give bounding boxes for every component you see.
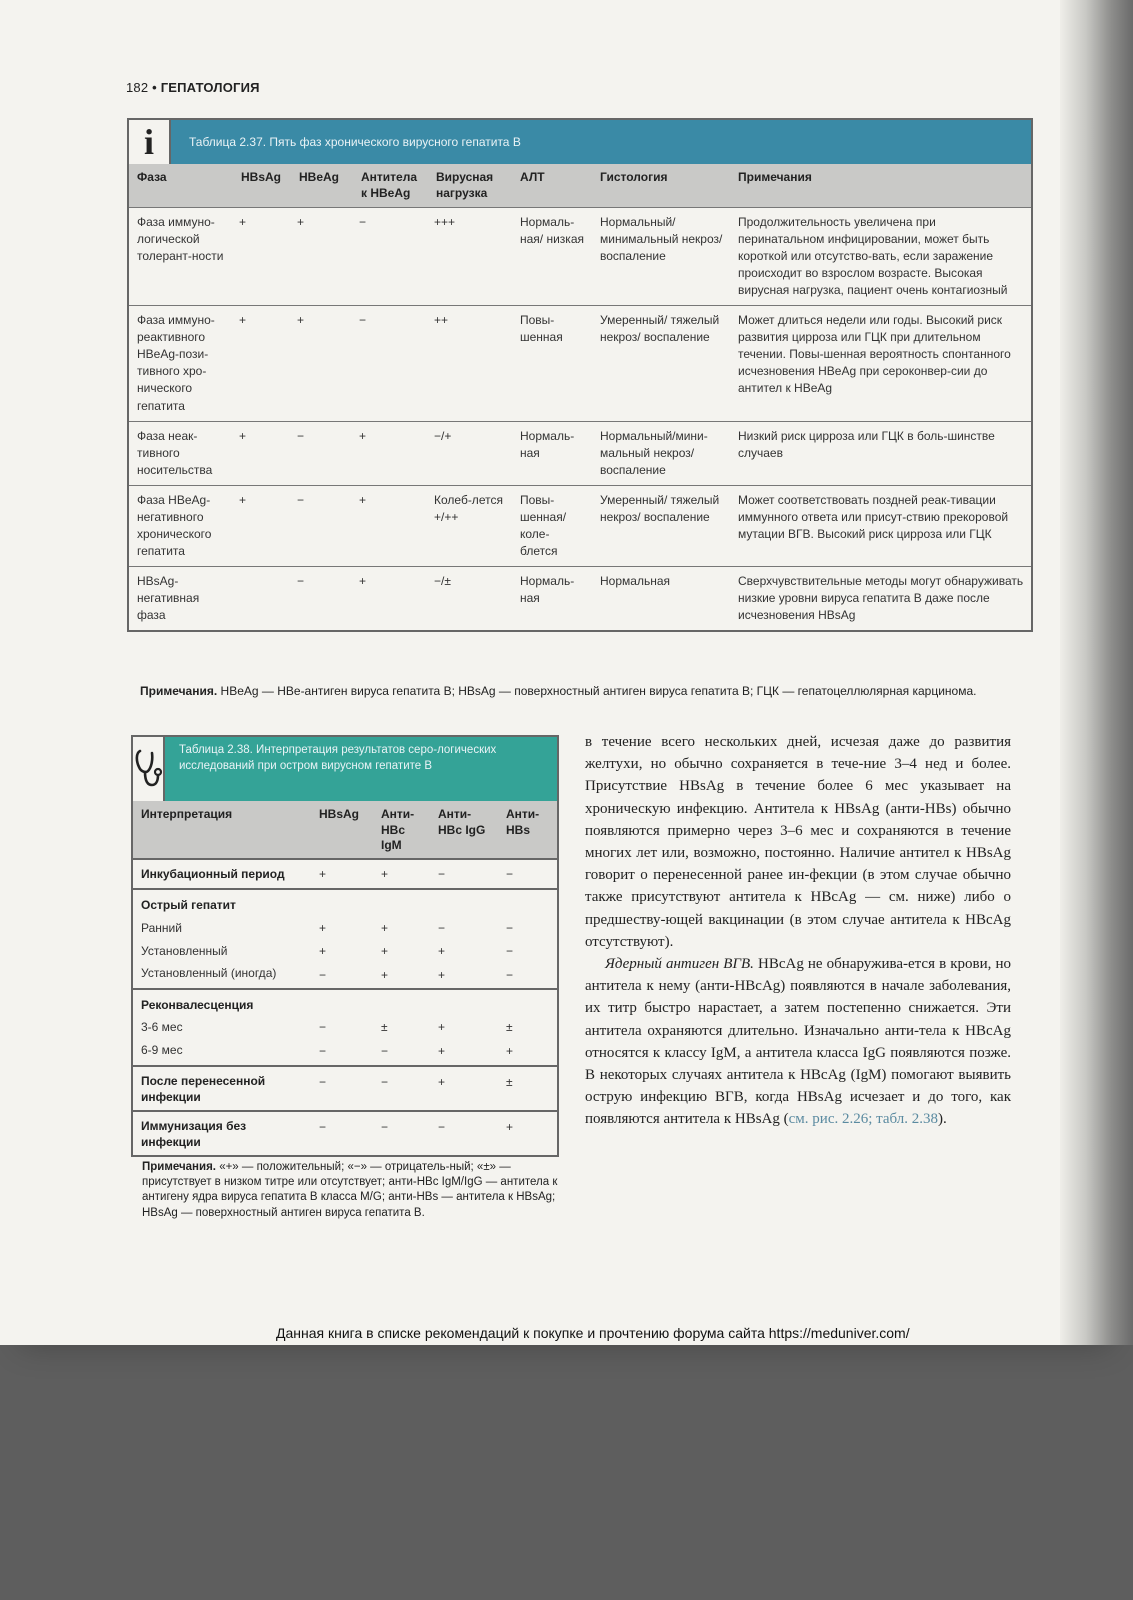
paragraph-text: HBcAg не обнаружива-ется в крови, но антитела к нему (анти-HBcAg) появляются в начале заболевания, их титр быстро нарастает, а затем постепенно снижается. Эти антитела охраняются длительно. Изначально анти-тела к HBcAg относятся к классу IgM, а антитела класса IgG появляются позже. В некоторых случаях антитела к HBcAg (IgM) помогают выявить острую инфекцию ВГВ, когда HBsAg исчезает и до того, как появляются антитела к HBsAg (	[585, 956, 1011, 1128]
cell: +	[319, 920, 327, 935]
cell: +	[291, 208, 353, 306]
cell: +	[438, 943, 446, 958]
col-header: Анти-HBc IgM	[373, 801, 430, 859]
cell: −/±	[428, 566, 512, 630]
col-header: Вирусная нагрузка	[428, 164, 512, 208]
cell: +	[233, 485, 291, 566]
cell: +	[381, 967, 389, 982]
cell: +	[373, 859, 430, 890]
note-label: Примечания.	[142, 1161, 216, 1173]
table-row	[129, 208, 1031, 306]
footer-notice: Данная книга в списке рекомендаций к покупке и прочтению форума сайта https://meduniver.com/	[276, 1325, 910, 1341]
cell: +	[438, 1044, 446, 1059]
note-label: Примечания.	[140, 684, 218, 698]
cell: −	[506, 943, 514, 958]
table-2-38-title: Таблица 2.38. Интерпретация результатов серо-логических исследований при остром вирусном гепатите В	[179, 744, 497, 772]
cell: −	[506, 967, 514, 982]
info-icon: i	[129, 120, 171, 164]
cell: Нормальная	[592, 566, 730, 630]
cell: Низкий риск цирроза или ГЦК в боль-шинстве случаев	[730, 421, 1031, 485]
cell: −	[430, 1111, 498, 1155]
cell: +	[353, 566, 428, 630]
col-header: Интерпретация	[133, 801, 311, 859]
table-row	[129, 485, 1031, 566]
cell: −	[353, 306, 428, 421]
cell: −	[381, 1044, 389, 1059]
cell: Нормальный/мини-мальный некроз/ воспаление	[592, 421, 730, 485]
cell: Сверхчувствительные методы могут обнаруживать низкие уровни вируса гепатита В даже после исчезновения HBsAg	[730, 566, 1031, 630]
table-row	[133, 940, 557, 963]
table-row	[133, 1016, 557, 1039]
cell: Нормальный/ минимальный некроз/ воспаление	[592, 208, 730, 306]
cell: ±	[506, 1020, 513, 1035]
cell: −	[311, 1066, 373, 1111]
table-row	[133, 859, 557, 890]
running-head	[126, 80, 260, 95]
col-header: Фаза	[129, 164, 233, 208]
col-header: Примечания	[730, 164, 1031, 208]
table-row	[133, 1066, 557, 1111]
col-header: Антитела к HBeAg	[353, 164, 428, 208]
cell: −	[311, 1111, 373, 1155]
note-text: HBeAg — HBe-антиген вируса гепатита В; HBsAg — поверхностный антиген вируса гепатита В; ГЦК — гепатоцеллюлярная карцинома.	[220, 684, 977, 698]
table-2-37-note	[140, 684, 1020, 700]
cell: +	[381, 943, 389, 958]
cell: −	[291, 421, 353, 485]
cell: +++	[428, 208, 512, 306]
page-edge-shadow	[1060, 0, 1133, 1345]
table-2-38-grid	[133, 801, 557, 1155]
section-title: ГЕПАТОЛОГИЯ	[160, 80, 260, 95]
cell: HBsAg-негативная фаза	[129, 566, 233, 630]
paragraph: в течение всего нескольких дней, исчезая даже до развития желтухи, но обычно сохраняется в тече-ние 3–4 нед и более. Присутствие HBsAg в течение более 6 мес указывает на хроническую инфекцию. Антитела к HBsAg (анти-HBs) обычно появляются примерно через 3–6 мес и сохраняются в течение многих лет или, возможно, постоянно. Наличие антител к HBsAg говорит о перенесенной ранее ин-фекции (в этом случае обычно также присутствуют антитела к HBcAg — см. ниже) либо о предшеству-ющей вакцинации (в этом случае антитела к HBcAg отсутствуют).	[585, 734, 1011, 950]
cell: Фаза HBeAg-негативного хронического гепатита	[129, 485, 233, 566]
table-2-38	[131, 735, 559, 1157]
cell: Может длиться недели или годы. Высокий риск развития цирроза или ГЦК при длительном течении. Повы-шенная вероятность спонтанного исчезновения HBeAg при сероконвер-сии до антител к HBeAg	[730, 306, 1031, 421]
cell: −	[291, 566, 353, 630]
cell: −	[430, 859, 498, 890]
cell: −	[506, 920, 514, 935]
cell: Ранний	[141, 920, 182, 935]
cell: 6-9 мес	[141, 1042, 183, 1057]
cell: −	[438, 920, 446, 935]
col-header: Гистология	[592, 164, 730, 208]
cell: Колеб-лется +/++	[428, 485, 512, 566]
cell: Нормаль-ная	[512, 421, 592, 485]
table-row	[129, 421, 1031, 485]
paragraph	[585, 953, 1011, 1131]
head-separator: •	[152, 80, 157, 95]
cell: +	[353, 485, 428, 566]
cross-reference-link[interactable]: см. рис. 2.26; табл. 2.38	[788, 1111, 939, 1128]
group-title: Реконвалесценция	[133, 989, 557, 1017]
table-2-38-note	[142, 1160, 562, 1221]
col-header: Анти-HBs	[498, 801, 557, 859]
cell: Продолжительность увеличена при перинатальном инфицировании, может быть короткой или отсутство-вать, если заражение происходит во взрослом возрасте. Высокая вирусная нагрузка, пациент очень контагиозный	[730, 208, 1031, 306]
cell: +	[381, 920, 389, 935]
cell: Фаза неак-тивного носительства	[129, 421, 233, 485]
cell: Нормаль-ная/ низкая	[512, 208, 592, 306]
cell: −	[373, 1111, 430, 1155]
cell: +	[498, 1111, 557, 1155]
cell: +	[233, 421, 291, 485]
table-row	[129, 566, 1031, 630]
table-2-38-header	[133, 737, 557, 801]
cell: +	[438, 967, 446, 982]
cell: −	[319, 967, 327, 982]
cell: +	[353, 421, 428, 485]
table-row	[133, 962, 557, 989]
cell: ++	[428, 306, 512, 421]
cell: +	[311, 859, 373, 890]
cell: Инкубационный период	[133, 859, 311, 890]
col-header: АЛТ	[512, 164, 592, 208]
cell	[233, 566, 291, 630]
cell: +	[430, 1066, 498, 1111]
cell: +	[438, 1020, 446, 1035]
cell: После перенесенной инфекции	[133, 1066, 311, 1111]
cell: −	[353, 208, 428, 306]
cell: −	[498, 859, 557, 890]
cell: +	[319, 943, 327, 958]
cell: Иммунизация без инфекции	[133, 1111, 311, 1155]
group-title-row	[133, 989, 557, 1017]
table-2-37-grid	[129, 164, 1031, 630]
cell: Установленный	[141, 943, 228, 958]
cell: Повы-шенная	[512, 306, 592, 421]
cell: −	[291, 485, 353, 566]
cell: Фаза иммуно-логической толерант-ности	[129, 208, 233, 306]
cell: ±	[498, 1066, 557, 1111]
cell: 3-6 мес	[141, 1020, 183, 1035]
col-header: HBsAg	[311, 801, 373, 859]
cell: Может соответствовать поздней реак-тивации иммунного ответа или присут-ствию прекоровой мутации ВГВ. Высокий риск цирроза или ГЦК	[730, 485, 1031, 566]
cell: +	[233, 306, 291, 421]
cell: Установленный (иногда)	[141, 966, 277, 981]
cell: +	[506, 1044, 514, 1059]
paragraph-end: ).	[938, 1111, 947, 1128]
table-row	[129, 306, 1031, 421]
table-2-37-header	[129, 120, 1031, 164]
table-row	[133, 917, 557, 940]
body-text	[585, 731, 1011, 1131]
cell: +	[291, 306, 353, 421]
page-number: 182	[126, 80, 149, 95]
cell: Нормаль-ная	[512, 566, 592, 630]
cell: ±	[381, 1020, 388, 1035]
cell: Умеренный/ тяжелый некроз/ воспаление	[592, 485, 730, 566]
table-header-row	[129, 164, 1031, 208]
table-row	[133, 1111, 557, 1155]
group-title-row	[133, 889, 557, 917]
table-row	[133, 1039, 557, 1066]
col-header: Анти-HBc IgG	[430, 801, 498, 859]
col-header: HBeAg	[291, 164, 353, 208]
cell: Повы-шенная/ коле-блется	[512, 485, 592, 566]
group-title: Острый гепатит	[133, 889, 557, 917]
note-text: «+» — положительный; «−» — отрицатель-ный; «±» — присутствует в низком титре или отсутствует; анти-HBc IgM/IgG — антитела к антигену ядра вируса гепатита В класса M/G; анти-HBs — антитела к HBsAg; HBsAg — поверхностный антиген вируса гепатита В.	[142, 1161, 558, 1219]
cell: −	[373, 1066, 430, 1111]
cell: −	[319, 1020, 327, 1035]
table-2-37	[127, 118, 1033, 632]
cell: +	[233, 208, 291, 306]
stethoscope-icon	[133, 737, 165, 801]
cell: Фаза иммуно-реактивного HBeAg-пози-тивного хро-нического гепатита	[129, 306, 233, 421]
table-2-37-title: Таблица 2.37. Пять фаз хронического вирусного гепатита В	[189, 135, 521, 149]
table-header-row	[133, 801, 557, 859]
col-header: HBsAg	[233, 164, 291, 208]
paragraph-lead: Ядерный антиген ВГВ.	[605, 956, 754, 973]
cell: −/+	[428, 421, 512, 485]
cell: Умеренный/ тяжелый некроз/ воспаление	[592, 306, 730, 421]
cell: −	[319, 1044, 327, 1059]
